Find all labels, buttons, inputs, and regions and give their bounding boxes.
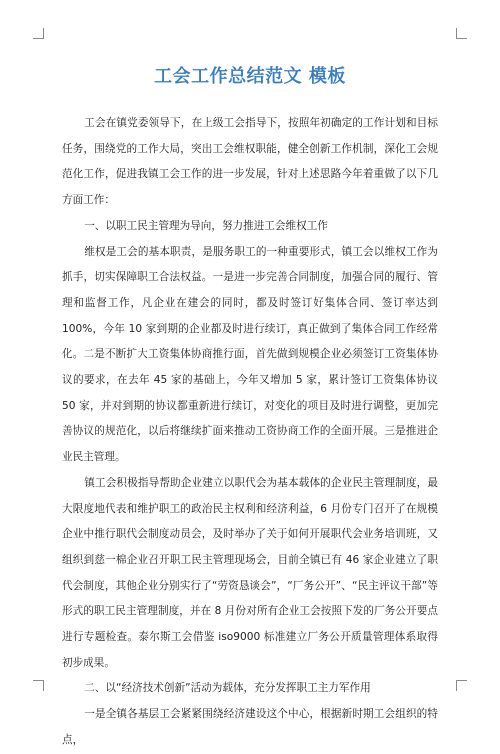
crop-mark-bottom-left <box>33 680 44 691</box>
body-paragraph: 一是全镇各基层工会紧紧围绕经济建设这个中心，根据新时期工会组织的特点， <box>62 708 438 746</box>
intro-paragraph: 工会在镇党委领导下，在上级工会指导下，按照年初确定的工作计划和目标任务，围绕党的工作大局，突出工会维权职能，健全创新工作机制，深化工会规范化工作，促进我镇工会工作的进一步发展，针对上述思路今年着重做了以下几方面工作： <box>62 117 438 207</box>
crop-mark-top-right <box>456 28 467 39</box>
document-title: 工会工作总结范文 模板 <box>154 66 346 87</box>
crop-mark-top-left <box>33 28 44 39</box>
section-heading-1: 一、以职工民主管理为导向，努力推进工会维权工作 <box>84 219 328 232</box>
section-heading-2: 二、以“经济技术创新”活动为载体，充分发挥职工主力军作用 <box>84 682 371 695</box>
body-paragraph: 镇工会积极指导帮助企业建立以职代会为基本载体的企业民主管理制度，最大限度地代表和维护职工的政治民主权利和经济利益，6 月份专门召开了在规模企业中推行职代会制度动员会，及时举办了关于如何开展职代会业务培训班，又组织到慈一棉企业召开职工民主管理现场会，目前全镇已有 46 家企业建立了职代会制度，其他企业分别实行了“劳资恳谈会”，“厂务公开”、“民主评议干部”等形式的职工民主管理制度，并在 8 月份对所有企业工会按照下发的厂务公开要点进行专题检查。泰尔斯工会借鉴 iso9000 标准建立厂务公开质量管理体系取得初步成果。 <box>62 476 438 669</box>
document-body <box>62 111 438 754</box>
crop-mark-bottom-right <box>456 680 467 691</box>
body-paragraph: 维权是工会的基本职责，是服务职工的一种重要形式，镇工会以维权工作为抓手，切实保障职工合法权益。一是进一步完善合同制度，加强合同的履行、管理和监督工作，凡企业在建会的同时，都及时签订好集体合同、签订率达到 100%，今年 10 家到期的企业都及时进行续订，真正做到了集体合同工作经常化。二是不断扩大工资集体协商推行面，首先做到规模企业必须签订工资集体协议的要求，在去年 45 家的基础上，今年又增加 5 家，累计签订工资集体协议 50 家，并对到期的协议都重新进行续订，对变化的项目及时进行调整，更加完善协议的规范化，以后将继续扩面来推动工资协商工作的全面开展。三是推进企业民主管理。 <box>62 245 438 464</box>
